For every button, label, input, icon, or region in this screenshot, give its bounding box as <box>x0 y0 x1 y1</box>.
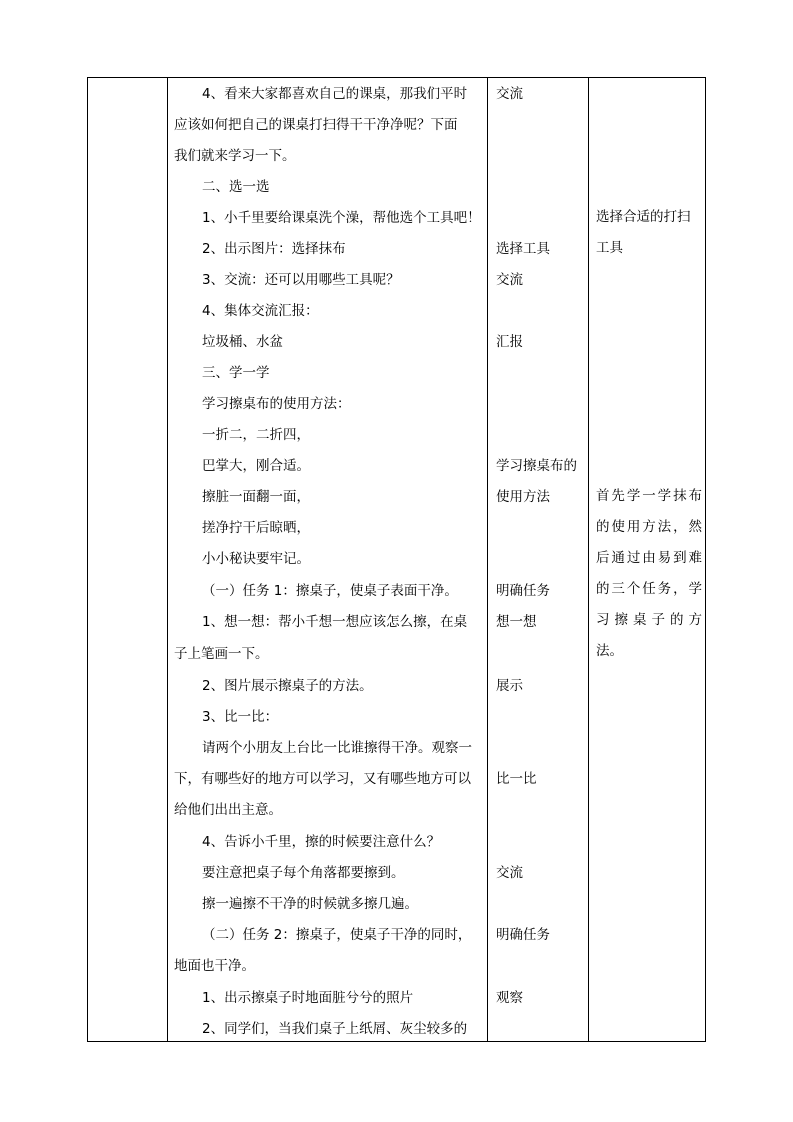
content-line: 我们就来学习一下。 <box>174 148 296 164</box>
activity-label: 展示 <box>496 678 523 694</box>
content-line: 3、交流：还可以用哪些工具呢？ <box>202 272 400 288</box>
teaching-content-column <box>168 78 487 1041</box>
intent-text: 选择合适的打扫工具 <box>596 209 691 256</box>
content-line: 垃圾桶、水盆 <box>202 334 283 350</box>
rhyme-line: 擦脏一面翻一面， <box>202 489 310 505</box>
lesson-plan-table <box>87 77 706 1042</box>
content-line: 给他们出出主意。 <box>174 802 282 818</box>
activity-label: 想一想 <box>496 614 537 630</box>
content-line: 下，有哪些好的地方可以学习，又有哪些地方可以 <box>174 771 471 787</box>
activity-label: 汇报 <box>496 334 523 350</box>
content-line: 4、看来大家都喜欢自己的课桌，那我们平时 <box>202 86 468 102</box>
rhyme-line: 小小秘诀要牢记。 <box>202 551 310 567</box>
content-line: 3、比一比： <box>202 709 279 725</box>
content-line: 请两个小朋友上台比一比谁擦得干净。观察一 <box>202 740 472 756</box>
activity-label: 明确任务 <box>496 583 550 599</box>
section-heading: 三、学一学 <box>202 365 270 381</box>
content-line: 4、告诉小千里，擦的时候要注意什么？ <box>202 834 441 850</box>
activity-label: 观察 <box>496 990 523 1006</box>
task-heading: （一）任务 1：擦桌子，使桌子表面干净。 <box>202 583 458 599</box>
activity-label: 交流 <box>496 86 523 102</box>
activity-label: 比一比 <box>496 771 537 787</box>
activity-label: 明确任务 <box>496 927 550 943</box>
content-line: 2、图片展示擦桌子的方法。 <box>202 678 373 694</box>
content-line: 学习擦桌布的使用方法： <box>202 396 351 412</box>
student-activity-column <box>488 78 588 1041</box>
activity-label: 使用方法 <box>496 489 550 505</box>
content-line: 擦一遍擦不干净的时候就多擦几遍。 <box>202 896 418 912</box>
content-line: 1、想一想：帮小千想一想应该怎么擦，在桌 <box>202 614 468 630</box>
design-intent-column <box>589 78 705 1041</box>
content-line: 2、同学们，当我们桌子上纸屑、灰尘较多的 <box>202 1021 468 1037</box>
content-line: 要注意把桌子每个角落都要擦到。 <box>202 865 405 881</box>
rhyme-line: 一折二，二折四， <box>202 427 310 443</box>
activity-label: 选择工具 <box>496 241 550 257</box>
content-line: 2、出示图片：选择抹布 <box>202 241 346 257</box>
intent-text: 首先学一学抹布的使用方法，然后通过由易到难的三个任务，学习擦桌子的方法。 <box>596 488 702 659</box>
content-line: 应该如何把自己的课桌打扫得干干净净呢？下面 <box>174 117 458 133</box>
content-line: 1、出示擦桌子时地面脏兮兮的照片 <box>202 990 414 1006</box>
activity-label: 交流 <box>496 272 523 288</box>
rhyme-line: 巴掌大，刚合适。 <box>202 458 310 474</box>
content-line: 1、小千里要给课桌洗个澡，帮他选个工具吧！ <box>202 210 481 226</box>
activity-label: 学习擦桌布的 <box>496 458 577 474</box>
content-line: 地面也干净。 <box>174 958 255 974</box>
rhyme-line: 搓净拧干后晾晒， <box>202 520 310 536</box>
activity-label: 交流 <box>496 865 523 881</box>
content-line: 4、集体交流汇报： <box>202 303 319 319</box>
section-heading: 二、选一选 <box>202 179 270 195</box>
content-line: 子上笔画一下。 <box>174 646 269 662</box>
task-heading: （二）任务 2：擦桌子，使桌子干净的同时， <box>202 927 472 943</box>
